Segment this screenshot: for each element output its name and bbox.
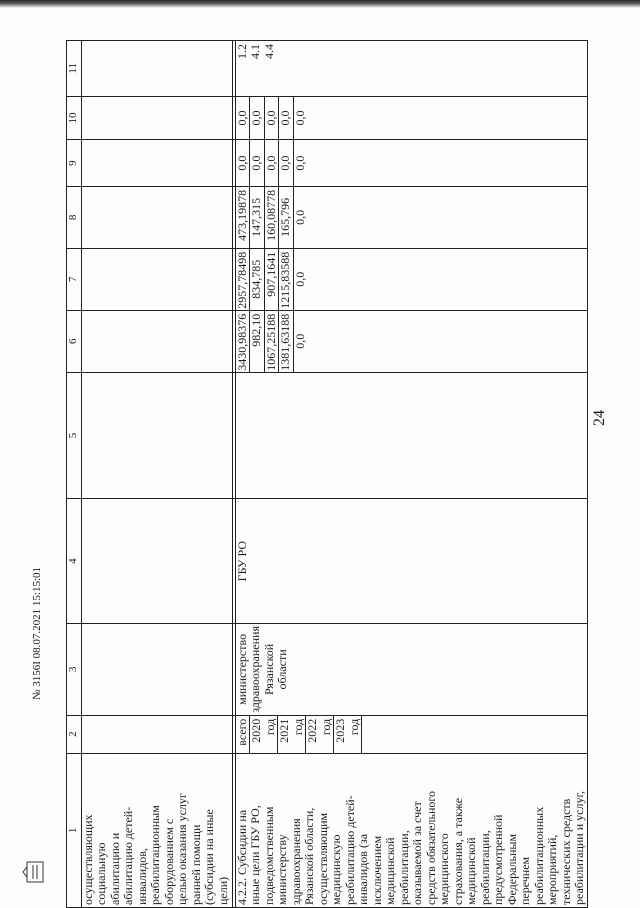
col-header-9: 9 bbox=[67, 140, 82, 187]
table-row-4-2-2 bbox=[235, 41, 587, 908]
col-header-4: 4 bbox=[67, 499, 82, 624]
cell-executor: ГБУ РО bbox=[235, 499, 587, 624]
table-row-continued bbox=[81, 41, 232, 908]
registration-stamp-icon bbox=[21, 861, 49, 883]
cell-years: всего 2020 год 2021 год 2022 год 2023 год bbox=[235, 715, 587, 753]
cell-col10: 0,0 0,0 0,0 0,0 0,0 bbox=[235, 96, 587, 140]
column-number-row bbox=[67, 41, 82, 908]
cell-col5 bbox=[235, 372, 587, 499]
rotated-table-container bbox=[66, 40, 586, 908]
scan-edge bbox=[0, 0, 640, 8]
col-header-5: 5 bbox=[67, 372, 82, 499]
cell-col7: 2957,78498 834,785 907,1641 1215,83588 0,0 bbox=[235, 248, 587, 310]
cell-col6: 3430,98376 982,10 1067,25188 1381,63188 0,0 bbox=[235, 310, 587, 372]
col-header-11: 11 bbox=[67, 41, 82, 97]
page-number: 24 bbox=[591, 410, 608, 426]
col-header-3: 3 bbox=[67, 624, 82, 716]
col-header-8: 8 bbox=[67, 186, 82, 248]
col-header-1: 1 bbox=[67, 753, 82, 907]
document-registration-number: № 3156I 08.07.2021 15:15:01 bbox=[31, 566, 43, 700]
cell-prev-description: осуществляющих социальную абилитацию и абилитацию детей- инвалидов, реабилитационным оборудованием с целью оказания услуг ранней помощи (субсидии на иные цели) bbox=[81, 753, 232, 907]
cell-col8: 473,19878 147,315 160,08778 165,796 0,0 bbox=[235, 186, 587, 248]
cell-col11: 1.2 4.1 4.4 bbox=[235, 41, 587, 97]
col-header-2: 2 bbox=[67, 715, 82, 753]
cell-description-4-2-2: 4.2.2. Субсидии на иные цели ГБУ РО, подведомственным министерству здравоохранения Рязанской области, осуществляющим медицинскую реабилитацию детей- инвалидов (за исключением медицинской реабилитации, оказываемой за счет средств обязательного медицинского страхования, а также медицинской реабилитации, предусмотренной Федеральным перечнем реабилитационных мероприятий, технических средств реабилитации и услуг, bbox=[235, 753, 587, 907]
cell-responsible: министерство здравоохранения Рязанской области bbox=[235, 624, 587, 716]
col-header-6: 6 bbox=[67, 310, 82, 372]
rotated-table-frame bbox=[66, 40, 586, 908]
col-header-10: 10 bbox=[67, 96, 82, 140]
col-header-7: 7 bbox=[67, 248, 82, 310]
program-table bbox=[66, 40, 588, 908]
cell-col9: 0,0 0,0 0,0 0,0 0,0 bbox=[235, 140, 587, 187]
